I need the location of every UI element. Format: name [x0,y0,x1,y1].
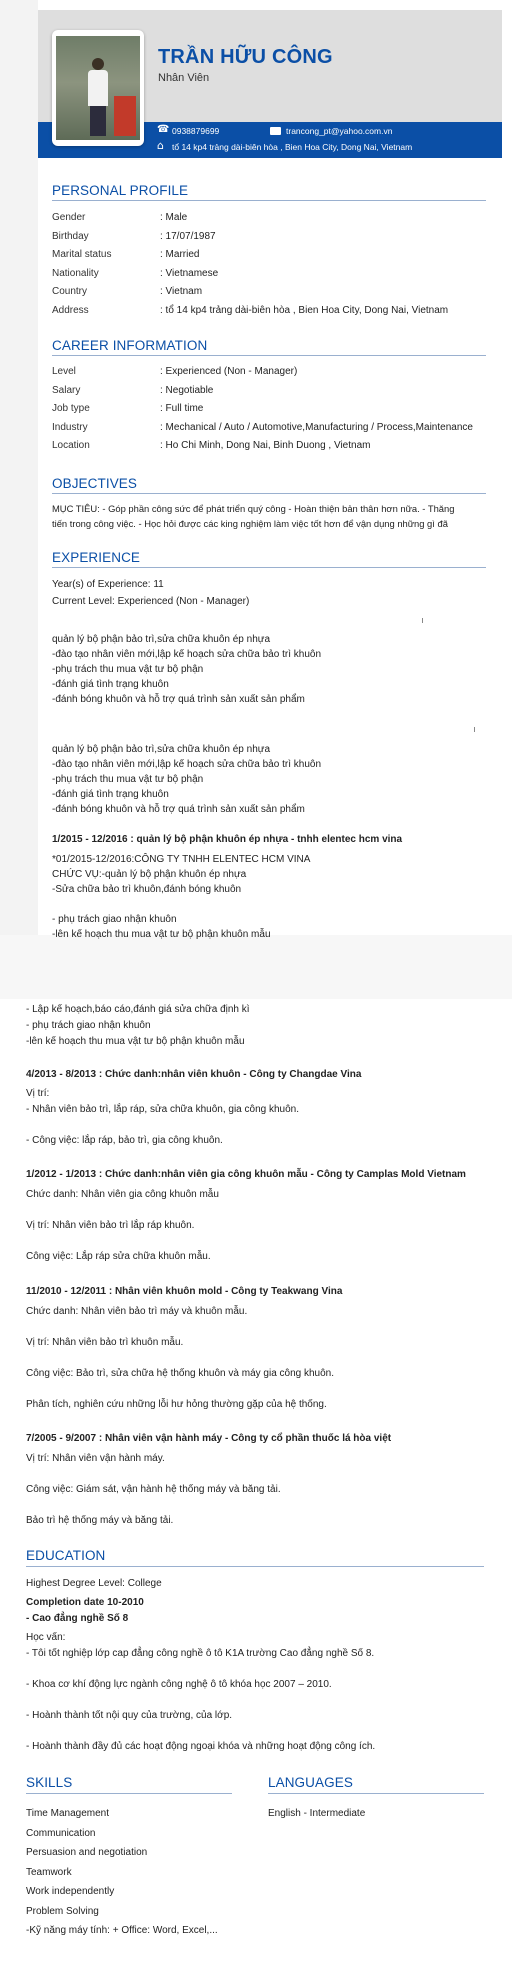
experience-years: Year(s) of Experience: 11 [52,579,164,590]
section-divider [52,355,486,356]
objectives-line-2: tiến trong công việc. - Học hỏi được các king nghiệm làm việc tốt hơn để vận dụng những gì đã [52,518,448,529]
experience-line: -đánh bóng khuôn và hỗ trợ quá trình sản xuất sản phẩm [52,804,305,815]
job-detail-line: - Nhân viên bảo trì, lắp ráp, sửa chữa khuôn, gia công khuôn. [26,1103,299,1115]
job-title-2: 4/2013 - 8/2013 : Chức danh:nhân viên khuôn - Công ty Changdae Vina [26,1069,362,1080]
experience-current-level: Current Level: Experienced (Non - Manager) [52,596,250,607]
email-address[interactable]: trancong_pt@yahoo.com.vn [286,126,393,136]
job-detail-line: *01/2015-12/2016:CÔNG TY TNHH ELENTEC HCM VINA [52,854,311,865]
section-divider [26,1566,484,1567]
photo-person-body [88,70,108,106]
section-divider [52,200,486,201]
photo-person-head [92,58,104,70]
skill-item: Time Management [26,1808,109,1819]
field-value: : Vietnam [160,286,203,297]
candidate-title: Nhân Viên [158,72,210,84]
job-detail-line: Công việc: Lắp ráp sửa chữa khuôn mẫu. [26,1251,211,1262]
job-detail-line: - Công việc: lắp ráp, bảo trì, gia công khuôn. [26,1134,223,1146]
field-value: : Ho Chi Minh, Dong Nai, Binh Duong , Vietnam [160,440,371,451]
job-detail-line: Vị trí: Nhân viên vận hành máy. [26,1453,165,1464]
job-detail-line: - Lập kế hoạch,báo cáo,đánh giá sửa chữa định kì [26,1004,250,1015]
job-detail-line: - phụ trách giao nhận khuôn [52,914,177,925]
education-completion: Completion date 10-2010 [26,1597,144,1608]
field-value: : Full time [160,403,204,414]
education-degree: Highest Degree Level: College [26,1578,162,1589]
career-info-heading: CAREER INFORMATION [52,338,208,353]
skill-item: Teamwork [26,1866,72,1878]
skills-heading: SKILLS [26,1775,73,1790]
education-line: Học vấn: [26,1632,66,1643]
field-value: : tổ 14 kp4 trảng dài-biên hòa , Bien Hoa City, Dong Nai, Vietnam [160,304,449,316]
job-detail-line: Bảo trì hệ thống máy và băng tải. [26,1515,174,1526]
section-divider [26,1793,232,1794]
job-title-1: 1/2015 - 12/2016 : quản lý bộ phận khuôn ép nhựa - tnhh elentec hcm vina [52,834,403,845]
job-detail-line: Vị trí: [26,1088,50,1099]
profile-photo [52,30,144,146]
resume-header [38,0,502,158]
education-line: - Hoành thành tốt nội quy của trường, của lớp. [26,1709,233,1721]
education-line: - Khoa cơ khí động lực ngành công nghệ ô tô khóa học 2007 – 2010. [26,1678,332,1690]
job-title-3: 1/2012 - 1/2013 : Chức danh:nhân viên gia công khuôn mẫu - Công ty Camplas Mold Vietnam [26,1169,466,1180]
resume-sheet [38,0,502,940]
job-title-5: 7/2005 - 9/2007 : Nhân viên vận hành máy - Công ty cổ phần thuốc lá hòa việt [26,1433,392,1444]
experience-line: -đánh bóng khuôn và hỗ trợ quá trình sản xuất sản phẩm [52,694,305,705]
experience-line: -phụ trách thu mua vật tư bộ phận [52,664,204,675]
field-label: Salary [52,384,81,396]
address-contact [158,142,412,152]
skill-item: Communication [26,1827,96,1839]
field-value: : Negotiable [160,384,214,396]
languages-heading: LANGUAGES [268,1775,353,1790]
job-detail-line: Phân tích, nghiên cứu những lỗi hư hỏng thường gặp của hệ thống. [26,1399,327,1410]
job-detail-line: Chức danh: Nhân viên gia công khuôn mẫu [26,1189,219,1200]
field-value: : Experienced (Non - Manager) [160,366,298,377]
field-label: Marital status [52,249,112,260]
job-detail-line: CHỨC VỤ:-quản lý bộ phận khuôn ép nhựa [52,869,247,880]
left-margin-bar [0,0,38,935]
phone-contact [158,126,219,136]
job-detail-line: Vị trí: Nhân viên bảo trì lắp ráp khuôn. [26,1220,195,1231]
address-text: tổ 14 kp4 trảng dài-biên hòa , Bien Hoa City, Dong Nai, Vietnam [172,142,413,152]
skill-item: -Kỹ năng máy tính: + Office: Word, Excel,... [26,1925,218,1936]
experience-line: -đánh giá tình trạng khuôn [52,679,169,690]
candidate-name: TRẦN HỮU CÔNG [158,46,333,68]
job-detail-line: Chức danh: Nhân viên bảo trì máy và khuôn mẫu. [26,1306,248,1317]
experience-line: -đánh giá tình trạng khuôn [52,789,169,800]
field-label: Address [52,304,89,316]
field-label: Industry [52,421,88,433]
field-value: : 17/07/1987 [160,230,216,242]
section-divider [52,567,486,568]
section-divider [52,493,486,494]
phone-number: 0938879699 [172,126,220,136]
section-divider [268,1793,484,1794]
experience-line: -đào tạo nhân viên mới,lập kế hoạch sửa chữa bảo trì khuôn [52,649,321,660]
phone-icon [158,127,167,136]
skill-item: Persuasion and negotiation [26,1847,148,1858]
language-item: English - Intermediate [268,1808,366,1819]
experience-line: -đào tạo nhân viên mới,lập kế hoạch sửa chữa bảo trì khuôn [52,759,321,770]
field-label: Birthday [52,230,89,242]
stray-mark [474,727,475,732]
skill-item: Work independently [26,1886,115,1897]
job-detail-line: -lên kế hoạch thu mua vật tư bộ phận khuôn mẫu [52,929,271,940]
job-detail-line: -Sửa chữa bảo trì khuôn,đánh bóng khuôn [52,884,242,895]
objectives-line-1: MỤC TIÊU: - Góp phần công sức để phát triển quý công - Hoàn thiện bản thân hơn nữa. - Thăng [52,503,455,514]
job-detail-line: - phụ trách giao nhận khuôn [26,1020,151,1031]
experience-line: quản lý bộ phận bảo trì,sửa chữa khuôn ép nhựa [52,634,271,645]
education-heading: EDUCATION [26,1548,106,1563]
field-label: Job type [52,403,90,414]
field-label: Nationality [52,267,99,279]
field-label: Location [52,440,90,451]
field-value: : Male [160,212,188,223]
photo-person-legs [90,106,106,136]
photo-image [56,36,140,140]
job-title-4: 11/2010 - 12/2011 : Nhân viên khuôn mold - Công ty Teakwang Vina [26,1286,343,1297]
email-contact [270,126,392,136]
job-detail-line: Công việc: Bảo trì, sửa chữa hệ thống khuôn và máy gia công khuôn. [26,1368,335,1379]
field-value: : Mechanical / Auto / Automotive,Manufacturing / Process,Maintenance [160,421,473,433]
education-line: - Tôi tốt nghiệp lớp cap đẳng công nghề ô tô K1A trường Cao đẳng nghề Số 8. [26,1647,375,1659]
experience-heading: EXPERIENCE [52,550,141,565]
photo-machine [114,96,136,136]
field-value: : Married [160,249,200,260]
experience-line: quản lý bộ phận bảo trì,sửa chữa khuôn ép nhựa [52,744,271,755]
education-school: - Cao đẳng nghề Số 8 [26,1613,129,1624]
page-break-band [0,935,512,999]
job-detail-line: Vị trí: Nhân viên bảo trì khuôn mẫu. [26,1337,184,1348]
job-detail-line: -lên kế hoạch thu mua vật tư bộ phận khuôn mẫu [26,1036,245,1047]
skill-item: Problem Solving [26,1905,99,1917]
stray-mark [422,618,423,623]
field-label: Country [52,286,88,297]
personal-profile-heading: PERSONAL PROFILE [52,183,189,198]
field-label: Level [52,366,76,377]
mail-icon [270,127,281,135]
field-value: : Vietnamese [160,267,219,279]
experience-line: -phụ trách thu mua vật tư bộ phận [52,774,204,785]
home-icon [158,143,167,152]
job-detail-line: Công việc: Giám sát, vận hành hệ thống máy và băng tải. [26,1484,281,1495]
field-label: Gender [52,212,86,223]
education-line: - Hoành thành đầy đủ các hoạt động ngoại khóa và những hoạt động công ích. [26,1740,376,1752]
objectives-heading: OBJECTIVES [52,476,138,491]
